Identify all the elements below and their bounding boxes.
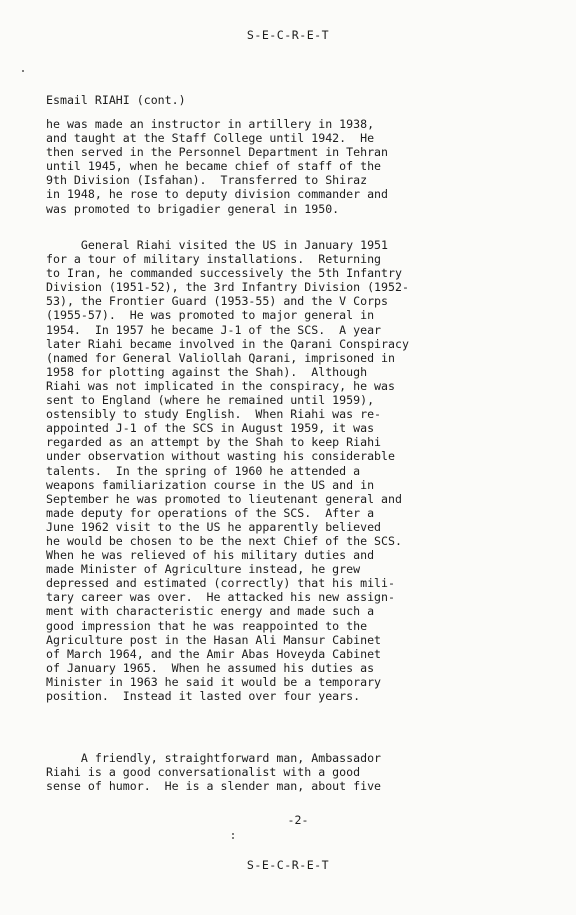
text-line: September he was promoted to lieutenant general and [46, 491, 402, 506]
text-line: of March 1964, and the Amir Abas Hoveyda Cabinet [46, 646, 382, 661]
text-line: he was made an instructor in artillery in 1938, [46, 117, 375, 131]
text-line: Agriculture post in the Hasan Ali Mansur Cabinet [46, 632, 382, 647]
scan-speck [232, 837, 234, 839]
text-line: Riahi is a good conversationalist with a good [46, 765, 361, 780]
text-line: A friendly, straightforward man, Ambassador [46, 751, 382, 765]
text-line: tary career was over. He attacked his new assign- [46, 590, 396, 605]
text-line: for a tour of military installations. Returning [46, 252, 382, 267]
paragraph-1 [46, 117, 388, 216]
text-line: Division (1951-52), the 3rd Infantry Division (1952- [46, 280, 409, 295]
text-line: 9th Division (Isfahan). Transferred to Shiraz [46, 173, 368, 188]
scan-speck [22, 70, 24, 72]
text-line: to Iran, he commanded successively the 5th Infantry [46, 266, 402, 281]
text-line: ment with characteristic energy and made such a [46, 604, 375, 619]
text-line: weapons familiarization course in the US and in [46, 477, 375, 492]
text-line: When he was relieved of his military duties and [46, 548, 375, 563]
text-line: ostensibly to study English. When Riahi was re- [46, 407, 382, 422]
text-line: depressed and estimated (correctly) that his mili- [46, 576, 396, 591]
text-line: made Minister of Agriculture instead, he grew [46, 562, 361, 577]
paragraph-3 [46, 751, 381, 793]
text-line: good impression that he was reappointed to the [46, 618, 368, 633]
text-line: Minister in 1963 he said it would be a temporary [46, 674, 382, 689]
text-line: Riahi was not implicated in the conspiracy, he was [46, 378, 396, 393]
text-line: regarded as an attempt by the Shah to keep Riahi [46, 435, 382, 450]
text-line: talents. In the spring of 1960 he attended a [46, 463, 361, 478]
text-line: he would be chosen to be the next Chief of the SCS. [46, 533, 402, 548]
classification-marking-top: S-E-C-R-E-T [246, 28, 330, 42]
text-line: position. Instead it lasted over four years. [46, 689, 361, 703]
text-line: 1954. In 1957 he became J-1 of the SCS. A year [46, 322, 382, 337]
text-line: 53), the Frontier Guard (1953-55) and the V Corps [46, 294, 389, 309]
text-line: was promoted to brigadier general in 1950. [46, 201, 340, 216]
text-line: June 1962 visit to the US he apparently believed [46, 519, 382, 534]
page-number: -2- [287, 813, 309, 827]
text-line: (named for General Valiollah Qarani, imprisoned in [46, 350, 396, 365]
text-line: until 1945, when he became chief of staff of the [46, 159, 382, 174]
scan-speck [232, 833, 234, 835]
text-line: sent to England (where he remained until 1959), [46, 393, 375, 408]
text-line: under observation without wasting his considerable [46, 449, 396, 464]
text-line: appointed J-1 of the SCS in August 1959, it was [46, 421, 375, 436]
text-line: (1955-57). He was promoted to major general in [46, 308, 375, 323]
text-line: 1958 for plotting against the Shah). Although [46, 364, 368, 379]
classification-marking-bottom: S-E-C-R-E-T [246, 858, 330, 872]
text-line: and taught at the Staff College until 1942. He [46, 131, 375, 146]
text-line: then served in the Personnel Department in Tehran [46, 145, 389, 160]
paragraph-2 [46, 238, 409, 703]
text-line: of January 1965. When he assumed his duties as [46, 660, 375, 675]
text-line: in 1948, he rose to deputy division commander and [46, 187, 389, 202]
text-line: later Riahi became involved in the Qarani Conspiracy [46, 336, 409, 351]
text-line: sense of humor. He is a slender man, about five [46, 779, 382, 794]
subject-heading: Esmail RIAHI (cont.) [46, 93, 186, 107]
text-line: General Riahi visited the US in January 1951 [46, 238, 389, 252]
text-line: made deputy for operations of the SCS. After a [46, 505, 375, 520]
